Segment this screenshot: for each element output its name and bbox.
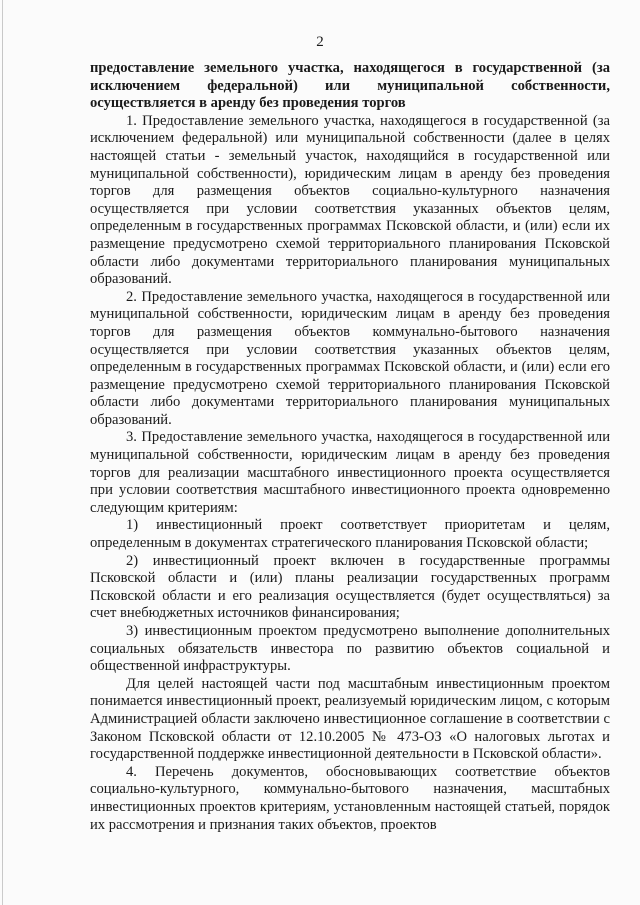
paragraph-1: 1. Предоставление земельного участка, находящегося в государственной (за исключением федеральной) или муниципальной собственности (далее в целях настоящей статьи - земельный участок, находящийся в государственной или муниципальной собственности), юридическим лицам в аренду без проведения торгов для размещения объектов социально-культурного назначения осуществляется при условии соответствия указанных объектов целям, определенным в государственных программах Псковской области, и (или) если их размещение предусмотрено схемой территориального планирования Псковской области либо документами территориального планирования муниципальных образований.: [90, 112, 610, 288]
paragraph-3: 3. Предоставление земельного участка, находящегося в государственной или муниципальной собственности, юридическим лицам в аренду без проведения торгов для реализации масштабного инвестиционного проекта осуществляется при условии соответствия масштабного инвестиционного проекта одновременно следующим критериям:: [90, 429, 610, 516]
criterion-2: 2) инвестиционный проект включен в государственные программы Псковской области и (или) планы реализации государственных программ Псковской области и его реализация осуществляется (будет осуществляться) за счет внебюджетных источников финансирования;: [90, 552, 610, 622]
page-number: 2: [316, 34, 324, 50]
criterion-1: 1) инвестиционный проект соответствует приоритетам и целям, определенным в документах стратегического планирования Псковской области;: [90, 517, 610, 552]
criterion-3: 3) инвестиционным проектом предусмотрено выполнение дополнительных социальных обязательств инвестора по развитию объектов социальной и общественной инфраструктуры.: [90, 623, 610, 675]
document-body: [90, 60, 610, 834]
paragraph-4: 4. Перечень документов, обосновывающих соответствие объектов социально-культурного, коммунально-бытового назначения, масштабных инвестиционных проектов критериям, установленным настоящей статьей, порядок их рассмотрения и признания таких объектов, проектов: [90, 763, 610, 833]
paragraph-2: 2. Предоставление земельного участка, находящегося в государственной или муниципальной собственности, юридическим лицам в аренду без проведения торгов для размещения объектов коммунально-бытового назначения осуществляется при условии соответствия указанных объектов целям, определенным в государственных программах Псковской области, и (или) если его размещение предусмотрено схемой территориального планирования Псковской области либо документами территориального планирования муниципальных образований.: [90, 288, 610, 428]
page-edge: [2, 0, 3, 905]
definition-paragraph: Для целей настоящей части под масштабным инвестиционным проектом понимается инвестиционный проект, реализуемый юридическим лицом, с которым Администрацией области заключено инвестиционное соглашение в соответствии с Законом Псковской области от 12.10.2005 № 473-ОЗ «О налоговых льготах и государственной поддержке инвестиционной деятельности в Псковской области».: [90, 675, 610, 763]
section-heading: предоставление земельного участка, находящегося в государственной (за исключением федеральной) или муниципальной собственности, осуществляется в аренду без проведения торгов: [90, 60, 610, 112]
